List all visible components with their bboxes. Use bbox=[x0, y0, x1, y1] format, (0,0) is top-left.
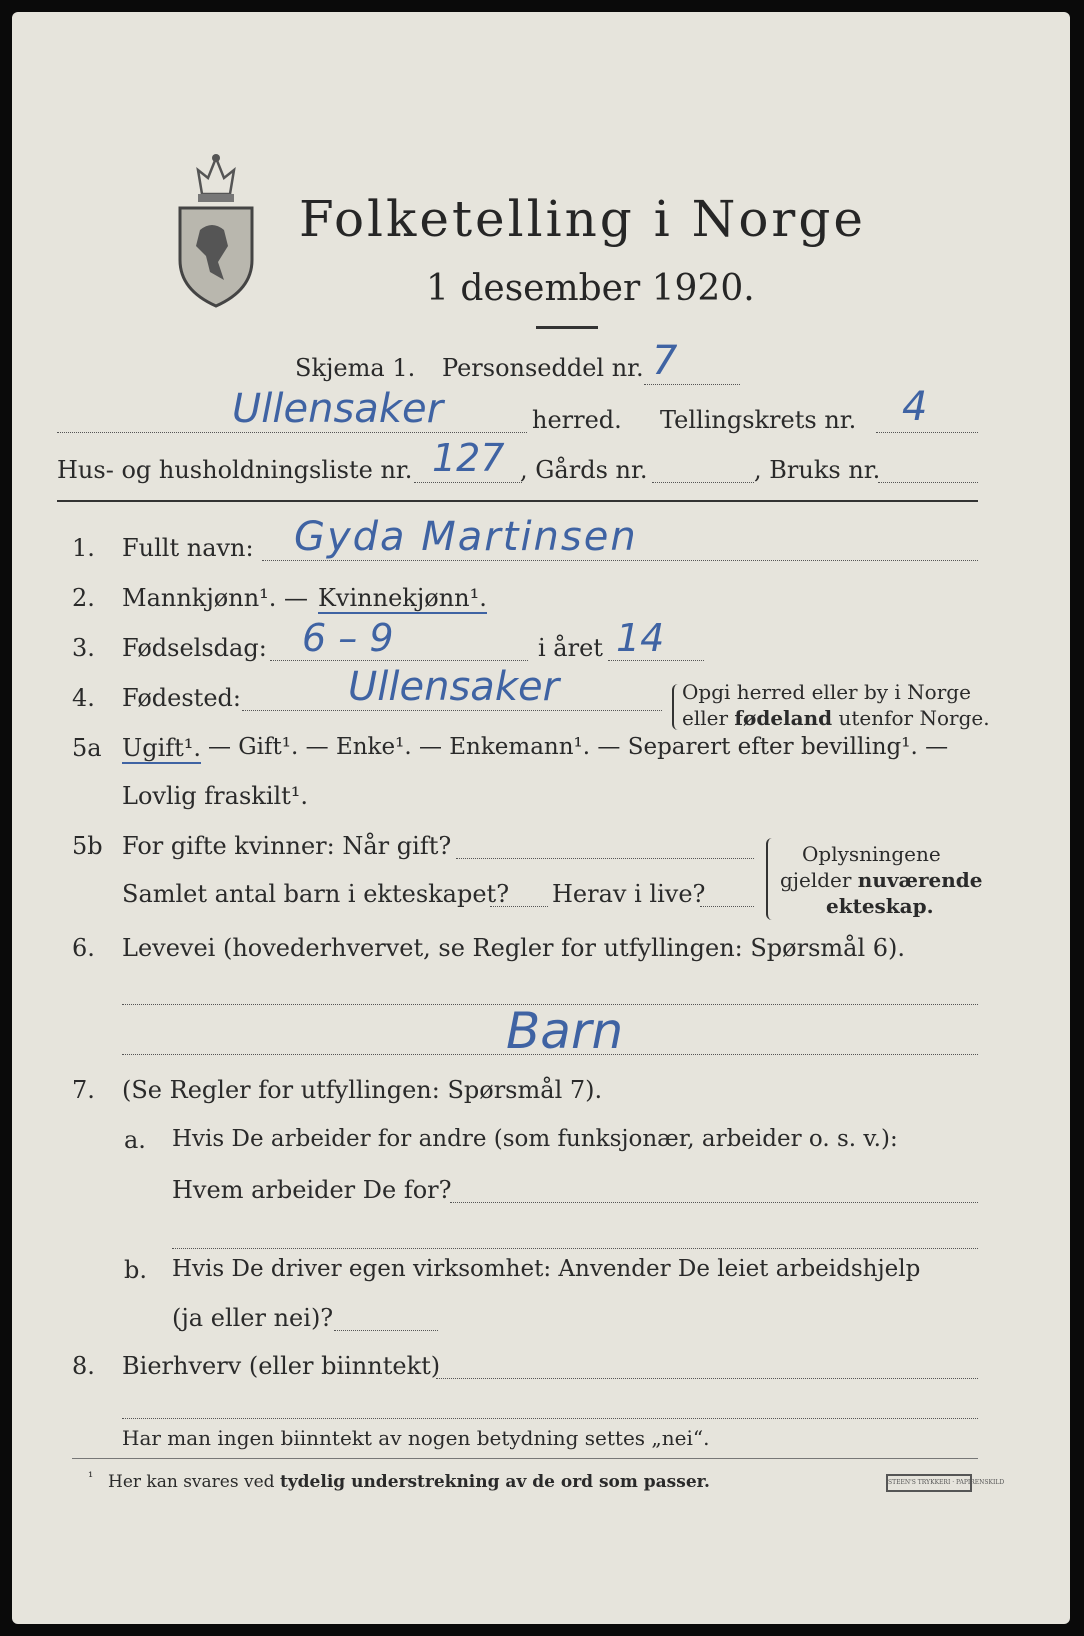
gards-line bbox=[652, 482, 754, 483]
bruks-line bbox=[878, 482, 978, 483]
q6-line-2 bbox=[122, 1054, 978, 1055]
q6-label: Levevei (hovederhvervet, se Regler for utfyllingen: Spørsmål 6). bbox=[122, 934, 906, 962]
q5b-children-line bbox=[490, 906, 548, 907]
q4-birthplace-value[interactable]: Ullensaker bbox=[348, 664, 560, 710]
tellingskrets-label: Tellingskrets nr. bbox=[660, 406, 857, 434]
census-form-page bbox=[12, 12, 1070, 1624]
q1-label: Fullt navn: bbox=[122, 534, 254, 562]
q5a-lovlig-fraskilt[interactable]: Lovlig fraskilt¹. bbox=[122, 782, 309, 810]
q3-year-label: i året bbox=[538, 634, 603, 662]
q4-label: Fødested: bbox=[122, 684, 241, 712]
q1-full-name-value[interactable]: Gyda Martinsen bbox=[294, 514, 638, 560]
q1-line bbox=[262, 560, 978, 561]
q4-number: 4. bbox=[72, 684, 95, 712]
herred-line bbox=[57, 432, 527, 433]
q5b-married-when-line bbox=[456, 858, 754, 859]
q8-line-1 bbox=[436, 1378, 978, 1379]
form-title: Folketelling i Norge bbox=[299, 190, 866, 248]
q4-note-line1: Opgi herred eller by i Norge bbox=[682, 680, 971, 704]
q5b-children-label: Samlet antal barn i ekteskapet? bbox=[122, 880, 510, 908]
gards-label: , Gårds nr. bbox=[520, 456, 648, 484]
footnote-text: Her kan svares ved tydelig understrekning av de ord som passer. bbox=[108, 1472, 710, 1492]
herred-label: herred. bbox=[532, 406, 622, 434]
q4-note-brace bbox=[672, 684, 680, 730]
herred-value[interactable]: Ullensaker bbox=[232, 386, 444, 432]
personseddel-label: Personseddel nr. bbox=[442, 354, 644, 382]
q4-line bbox=[242, 710, 662, 711]
q8-note: Har man ingen biinntekt av nogen betydning settes „nei“. bbox=[122, 1426, 710, 1450]
header-separator bbox=[57, 500, 978, 502]
skjema-label: Skjema 1. bbox=[295, 354, 416, 382]
q2-number: 2. bbox=[72, 584, 95, 612]
form-date: 1 desember 1920. bbox=[426, 268, 755, 309]
q1-number: 1. bbox=[72, 534, 95, 562]
tellingskrets-line bbox=[876, 432, 978, 433]
q7-label: (Se Regler for utfyllingen: Spørsmål 7). bbox=[122, 1076, 603, 1104]
coat-of-arms-icon bbox=[172, 150, 260, 310]
q5b-married-when-label: For gifte kvinner: Når gift? bbox=[122, 832, 452, 860]
husholdning-line bbox=[414, 482, 522, 483]
q7b-text: Hvis De driver egen virksomhet: Anvender De leiet arbeidshjelp bbox=[172, 1256, 921, 1282]
q7a-text: Hvis De arbeider for andre (som funksjonær, arbeider o. s. v.): bbox=[172, 1126, 898, 1152]
q3-birthday-value[interactable]: 6 – 9 bbox=[302, 616, 394, 660]
q6-occupation-value[interactable]: Barn bbox=[506, 1002, 624, 1060]
q2-female-option-underlined[interactable]: Kvinnekjønn¹. bbox=[318, 584, 487, 612]
q7b-yes-no-line bbox=[334, 1330, 438, 1331]
q5a-ugift-option-underlined[interactable]: Ugift¹. bbox=[122, 734, 202, 762]
q7a-employer-line bbox=[450, 1202, 978, 1203]
q8-line-2 bbox=[122, 1418, 978, 1419]
q5b-alive-line bbox=[700, 906, 754, 907]
q5a-number: 5a bbox=[72, 734, 102, 762]
q5b-note-brace bbox=[766, 838, 774, 920]
q7b-yes-no-label: (ja eller nei)? bbox=[172, 1304, 334, 1332]
footnote-mark: ¹ bbox=[88, 1470, 94, 1485]
q3-date-line bbox=[270, 660, 528, 661]
personseddel-line bbox=[644, 384, 740, 385]
q5a-other-options[interactable]: — Gift¹. — Enke¹. — Enkemann¹. — Separert efter bevilling¹. — bbox=[208, 734, 949, 760]
q8-number: 8. bbox=[72, 1352, 95, 1380]
bruks-label: , Bruks nr. bbox=[754, 456, 881, 484]
q7a-employer-line-2 bbox=[172, 1248, 978, 1249]
personseddel-value[interactable]: 7 bbox=[652, 338, 678, 384]
q7-number: 7. bbox=[72, 1076, 95, 1104]
q6-number: 6. bbox=[72, 934, 95, 962]
printer-stamp: STEEN'S TRYKKERI · PAPIRENSKILD bbox=[886, 1474, 972, 1492]
q5b-note-line2: gjelder nuværende bbox=[780, 868, 983, 892]
q7b-number: b. bbox=[124, 1256, 147, 1284]
q3-number: 3. bbox=[72, 634, 95, 662]
q3-year-line bbox=[608, 660, 704, 661]
q5b-note-line1: Oplysningene bbox=[802, 842, 941, 866]
footer-separator bbox=[72, 1458, 978, 1459]
q7a-number: a. bbox=[124, 1126, 146, 1154]
q3-label: Fødselsdag: bbox=[122, 634, 267, 662]
q8-label: Bierhverv (eller biinntekt) bbox=[122, 1352, 441, 1380]
q3-year-value[interactable]: 14 bbox=[616, 616, 665, 660]
title-divider bbox=[536, 326, 598, 329]
husholdning-value[interactable]: 127 bbox=[432, 436, 505, 480]
q7a-employer-label: Hvem arbeider De for? bbox=[172, 1176, 452, 1204]
q5b-number: 5b bbox=[72, 832, 103, 860]
q4-note-line2: eller fødeland utenfor Norge. bbox=[682, 706, 990, 730]
q2-male-option[interactable]: Mannkjønn¹. — bbox=[122, 584, 309, 612]
q5b-alive-label: Herav i live? bbox=[552, 880, 706, 908]
q5b-note-line3: ekteskap. bbox=[826, 894, 934, 918]
husholdning-label: Hus- og husholdningsliste nr. bbox=[57, 456, 413, 484]
tellingskrets-value[interactable]: 4 bbox=[902, 384, 928, 430]
